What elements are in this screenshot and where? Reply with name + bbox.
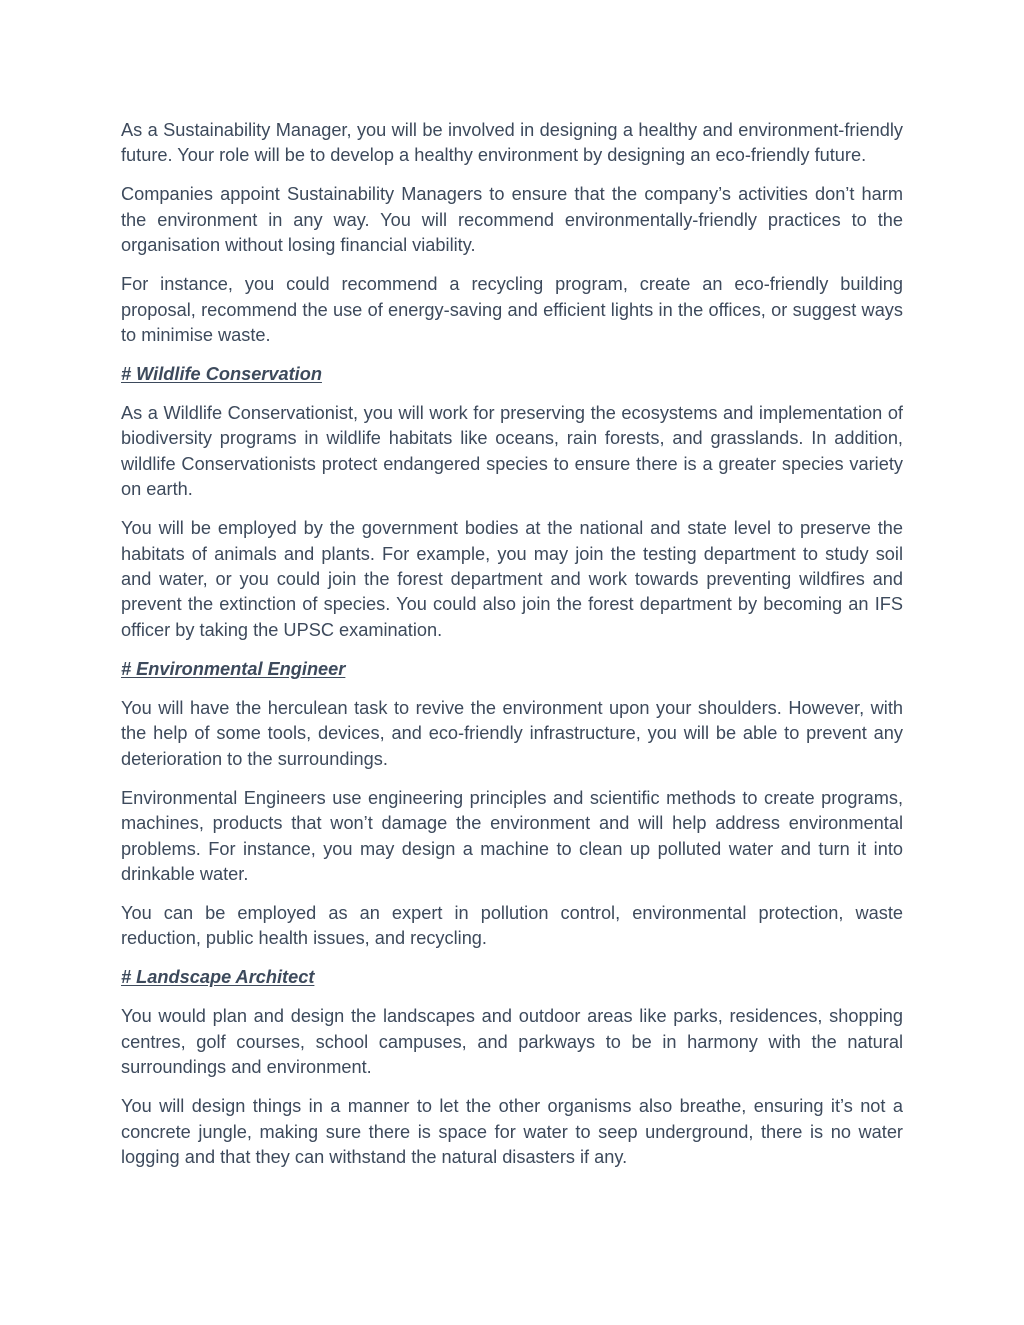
paragraph: Environmental Engineers use engineering principles and scientific methods to create programs, machines, products that won’t damage the environment and will help address environmental problems. For instance, you may design a machine to clean up polluted water and turn it into drinkable water. bbox=[121, 787, 903, 884]
paragraph: For instance, you could recommend a recycling program, create an eco-friendly building proposal, recommend the use of energy-saving and efficient lights in the offices, or suggest ways to minimise waste. bbox=[121, 274, 903, 346]
paragraph: You would plan and design the landscapes and outdoor areas like parks, residences, shopping centres, golf courses, school campuses, and parkways to be in harmony with the natural surroundings and environment. bbox=[121, 1006, 903, 1078]
paragraph: You can be employed as an expert in pollution control, environmental protection, waste reduction, public health issues, and recycling. bbox=[121, 902, 903, 949]
section-heading-environmental-engineer: # Environmental Engineer bbox=[121, 658, 346, 679]
section-heading-wildlife-conservation: # Wildlife Conservation bbox=[121, 364, 322, 385]
paragraph: As a Wildlife Conservationist, you will work for preserving the ecosystems and implementation of biodiversity programs in wildlife habitats like oceans, rain forests, and grasslands. In addition, wildlife Conservationists protect endangered species to ensure there is a greater species variety on earth. bbox=[121, 403, 903, 500]
paragraph: You will have the herculean task to revive the environment upon your shoulders. However, with the help of some tools, devices, and eco-friendly infrastructure, you will be able to prevent any deterioration to the surroundings. bbox=[121, 697, 903, 769]
paragraph: You will be employed by the government bodies at the national and state level to preserve the habitats of animals and plants. For example, you may join the testing department to study soil and water, or you could join the forest department and work towards preventing wildfires and prevent the extinction of species. You could also join the forest department by becoming an IFS officer by taking the UPSC examination. bbox=[121, 518, 903, 640]
paragraph: You will design things in a manner to let the other organisms also breathe, ensuring it’s not a concrete jungle, making sure there is space for water to seep underground, there is no water logging and that they can withstand the natural disasters if any. bbox=[121, 1096, 903, 1167]
paragraph: As a Sustainability Manager, you will be involved in designing a healthy and environment-friendly future. Your role will be to develop a healthy environment by designing an eco-friendly future. bbox=[121, 120, 903, 166]
paragraph: Companies appoint Sustainability Managers to ensure that the company’s activities don’t harm the environment in any way. You will recommend environmentally-friendly practices to the organisation without losing financial viability. bbox=[121, 184, 903, 256]
section-heading-landscape-architect: # Landscape Architect bbox=[121, 967, 315, 988]
document-page bbox=[121, 118, 903, 1184]
